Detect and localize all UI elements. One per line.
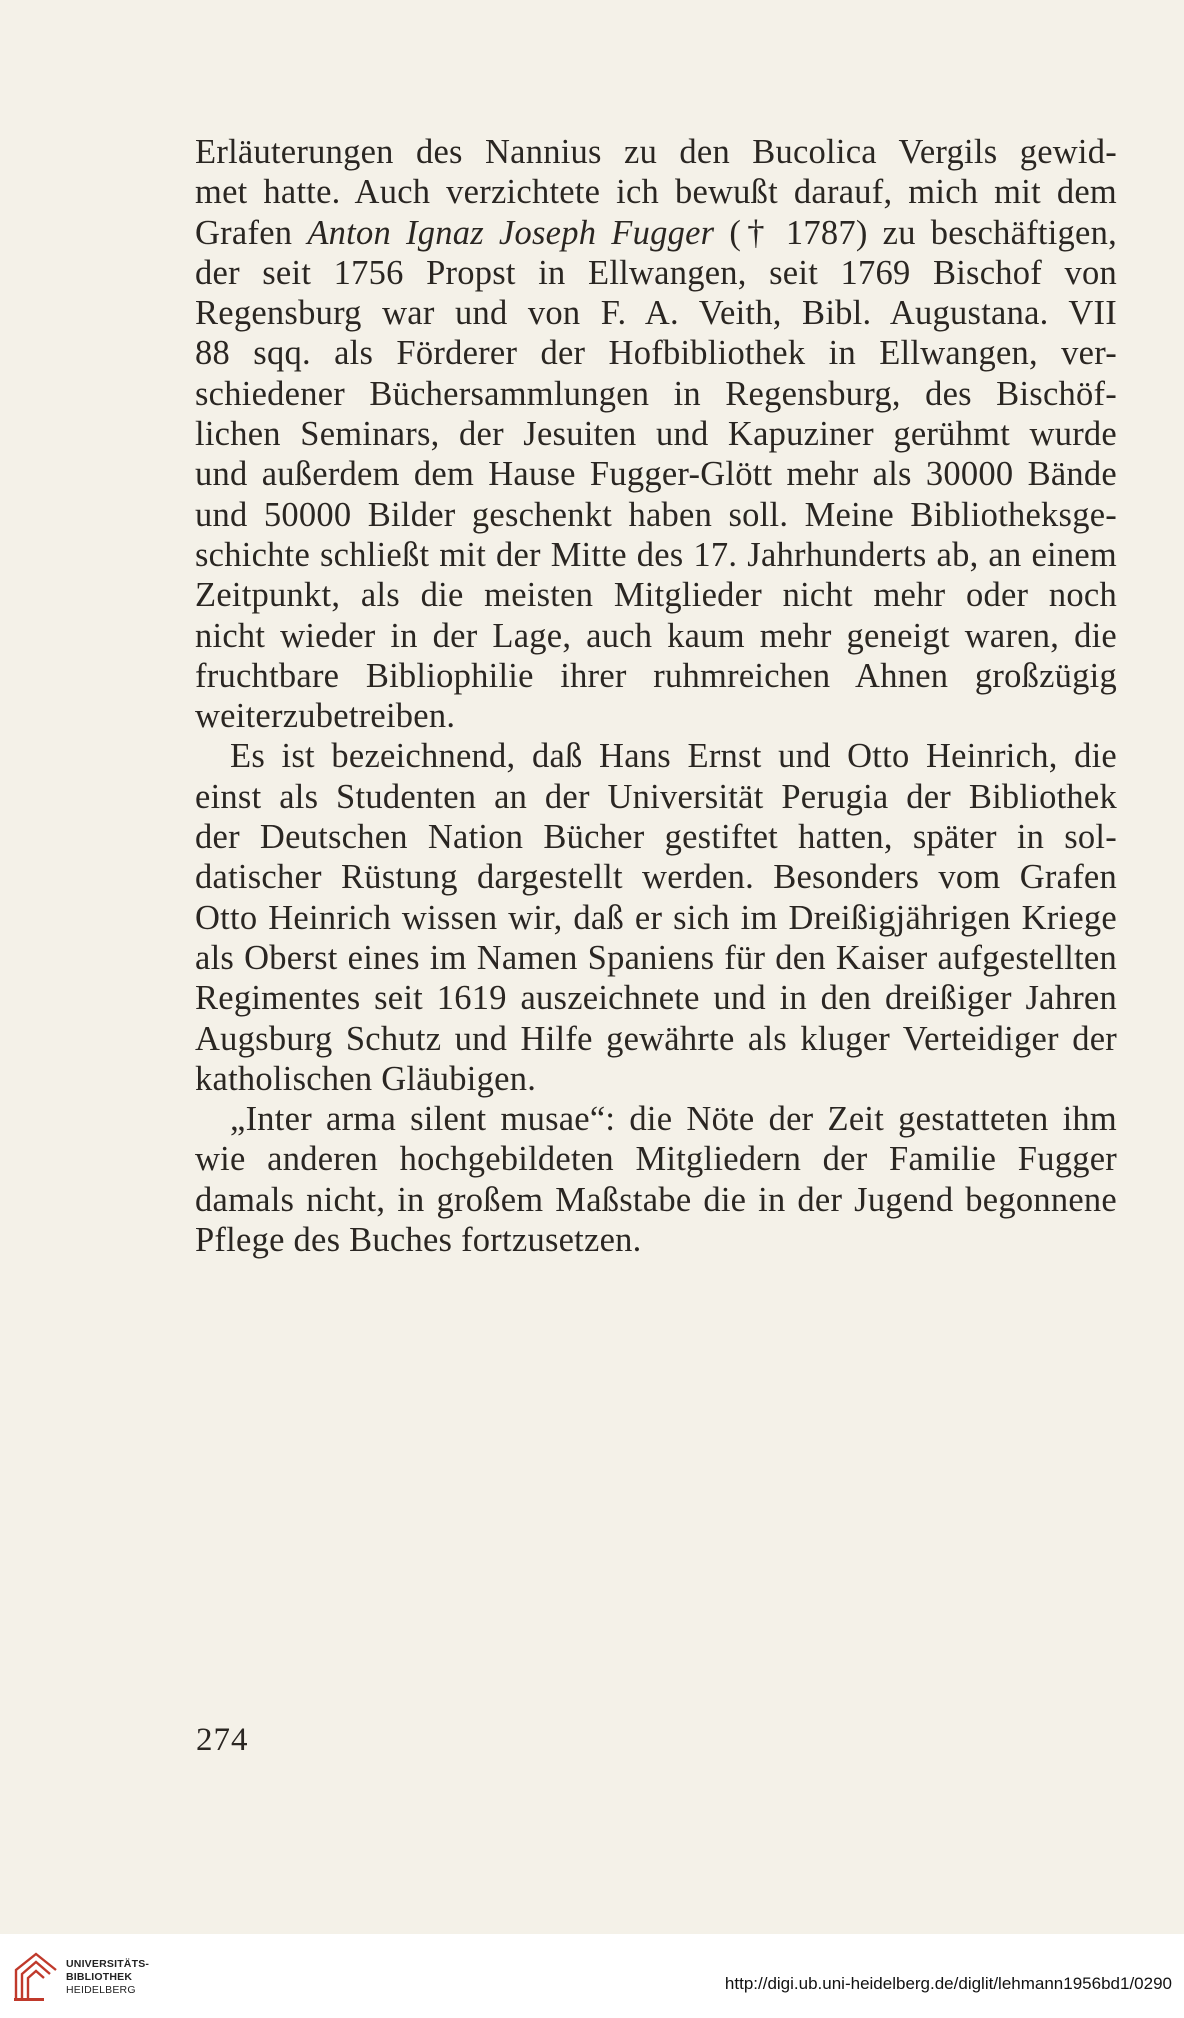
text-line: der Deutschen Nation Bücher gestiftet hatten, später in sol- — [195, 818, 1117, 857]
text-line: der seit 1756 Propst in Ellwangen, seit 1769 Bischof von — [195, 253, 1117, 292]
text-line: weiterzubetreiben. — [195, 697, 456, 736]
text-line: Pflege des Buches fortzusetzen. — [195, 1221, 642, 1260]
text-line: fruchtbare Bibliophilie ihrer ruhmreichen Ahnen großzügig — [195, 656, 1117, 695]
text-line: Erläuterungen des Nannius zu den Bucolica Vergils gewid- — [195, 133, 1117, 171]
text-line: Regensburg war und von F. A. Veith, Bibl. Augustana. VII — [195, 294, 1117, 333]
text-line: und 50000 Bilder geschenkt haben soll. Meine Bibliotheksge- — [195, 495, 1117, 534]
text-line: datischer Rüstung dargestellt werden. Besonders vom Grafen — [195, 858, 1117, 897]
library-name — [66, 1958, 149, 1997]
text-line: als Oberst eines im Namen Spaniens für den Kaiser aufgestellten — [195, 938, 1117, 977]
library-logo-icon — [12, 1948, 60, 2004]
text-line: lichen Seminars, der Jesuiten und Kapuziner gerühmt wurde — [195, 415, 1117, 454]
text-line: nicht wieder in der Lage, auch kaum mehr geneigt waren, die — [195, 616, 1117, 655]
text-line: Otto Heinrich wissen wir, daß er sich im Dreißigjährigen Kriege — [195, 898, 1117, 937]
text-line: und außerdem dem Hause Fugger-Glött mehr als 30000 Bände — [195, 455, 1117, 494]
body-text — [195, 132, 1117, 1260]
library-name-line: BIBLIOTHEK — [66, 1971, 133, 1983]
text-fragment: († 1787) zu beschäftigen, — [729, 213, 1117, 252]
text-line: „Inter arma silent musae“: die Nöte der Zeit gestatteten ihm — [230, 1100, 1117, 1139]
text-fragment: Grafen — [195, 213, 293, 252]
text-line-with-name — [195, 213, 1117, 253]
text-line: 88 sqq. als Förderer der Hofbibliothek in Ellwangen, ver- — [195, 334, 1117, 373]
page-number: 274 — [196, 1722, 249, 1758]
text-line: wie anderen hochgebildeten Mitgliedern der Familie Fugger — [195, 1140, 1117, 1179]
footer-bar — [0, 1934, 1184, 2018]
text-line: met hatte. Auch verzichtete ich bewußt darauf, mich mit dem — [195, 173, 1117, 212]
text-line: Regimentes seit 1619 auszeichnete und in den dreißiger Jahren — [195, 979, 1117, 1018]
text-line: damals nicht, in großem Maßstabe die in der Jugend begonnene — [195, 1180, 1117, 1219]
text-line: katholischen Gläubigen. — [195, 1059, 537, 1098]
library-name-line: UNIVERSITÄTS- — [66, 1958, 150, 1970]
text-line: einst als Studenten an der Universität Perugia der Bibliothek — [195, 777, 1117, 816]
person-name-italic: Anton Ignaz Joseph Fugger — [307, 213, 715, 252]
text-line: schichte schließt mit der Mitte des 17. Jahrhunderts ab, an einem — [195, 535, 1117, 574]
text-line: schiedener Büchersammlungen in Regensburg, des Bischöf- — [195, 374, 1117, 413]
text-line: Augsburg Schutz und Hilfe gewährte als kluger Verteidiger der — [195, 1019, 1117, 1058]
text-line: Es ist bezeichnend, daß Hans Ernst und Otto Heinrich, die — [230, 737, 1117, 776]
text-line: Zeitpunkt, als die meisten Mitglieder nicht mehr oder noch — [195, 576, 1117, 615]
library-name-line: HEIDELBERG — [66, 1984, 136, 1996]
permalink-url[interactable]: http://digi.ub.uni-heidelberg.de/diglit/lehmann1956bd1/0290 — [724, 1974, 1172, 1993]
